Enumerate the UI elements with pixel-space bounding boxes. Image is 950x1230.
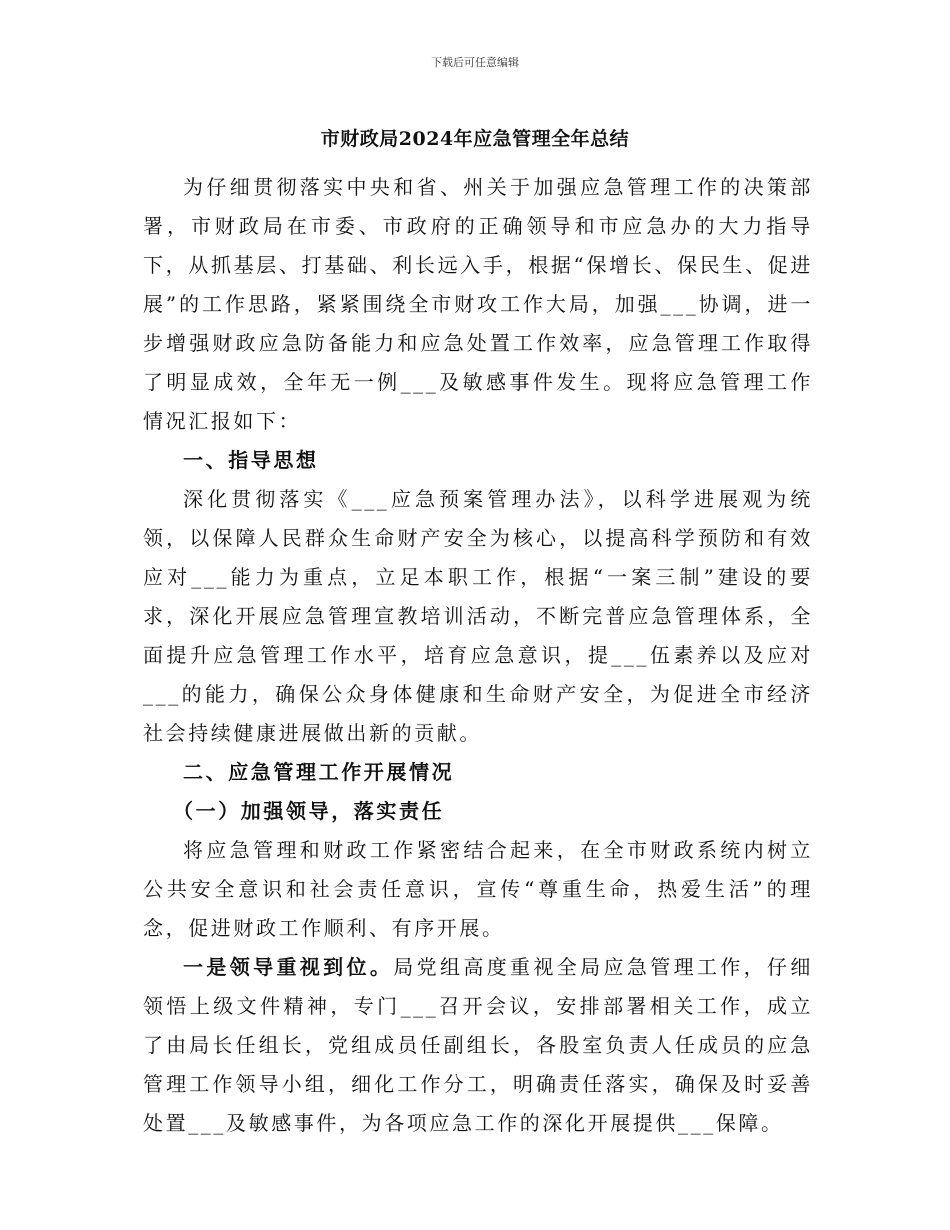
section-heading-guiding-ideology: 一、指导思想 <box>183 448 319 472</box>
guiding-ideology-paragraph: 深化贯彻落实《___应急预案管理办法》，以科学进展观为统领，以保障人民群众生命财产安全为核心，以提高科学预防和有效应对___能力为重点，立足本职工作，根据“一案三制”建设的要求，深化开展应急管理宣教培训活动，不断完普应急管理体系，全面提升应急管理工作水平，培育应急意识，提___伍素养以及应对___的能力，确保公众身体健康和生命财产安全，为促进全市经济社会持续健康进展做出新的贡献。 <box>143 487 813 745</box>
section-heading-work-progress: 二、应急管理工作开展情况 <box>183 760 455 784</box>
document-title: 市财政局2024年应急管理全年总结 <box>320 128 630 150</box>
point-one-lead: 一是领导重视到位。 <box>183 955 394 979</box>
subsection-heading-leadership: （一）加强领导，落实责任 <box>173 799 445 823</box>
header-note: 下载后可任意编辑 <box>431 56 519 69</box>
point-one-paragraph <box>143 948 813 1143</box>
document-body <box>143 168 813 1143</box>
intro-paragraph: 为仔细贯彻落实中央和省、州关于加强应急管理工作的决策部署，市财政局在市委、市政府的正确领导和市应急办的大力指导下，从抓基层、打基础、利长远入手，根据“保增长、保民生、促进展”的工作思路，紧紧围绕全市财攻工作大局，加强___协调，进一步增强财政应急防备能力和应急处置工作效率，应急管理工作取得了明显成效，全年无一例___及敏感事件发生。现将应急管理工作情况汇报如下： <box>143 175 813 433</box>
leadership-paragraph: 将应急管理和财政工作紧密结合起来，在全市财政系统内树立公共安全意识和社会责任意识，宣传“尊重生命，热爱生活”的理念，促进财政工作顺利、有序开展。 <box>143 838 813 940</box>
point-one-body: 局党组高度重视全局应急管理工作，仔细领悟上级文件精神，专门___召开会议，安排部署相关工作，成立了由局长任组长，党组成员任副组长，各股室负责人任成员的应急管理工作领导小组，细化工作分工，明确责任落实，确保及时妥善处置___及敏感事件，为各项应急工作的深化开展提供___保障。 <box>143 955 813 1135</box>
